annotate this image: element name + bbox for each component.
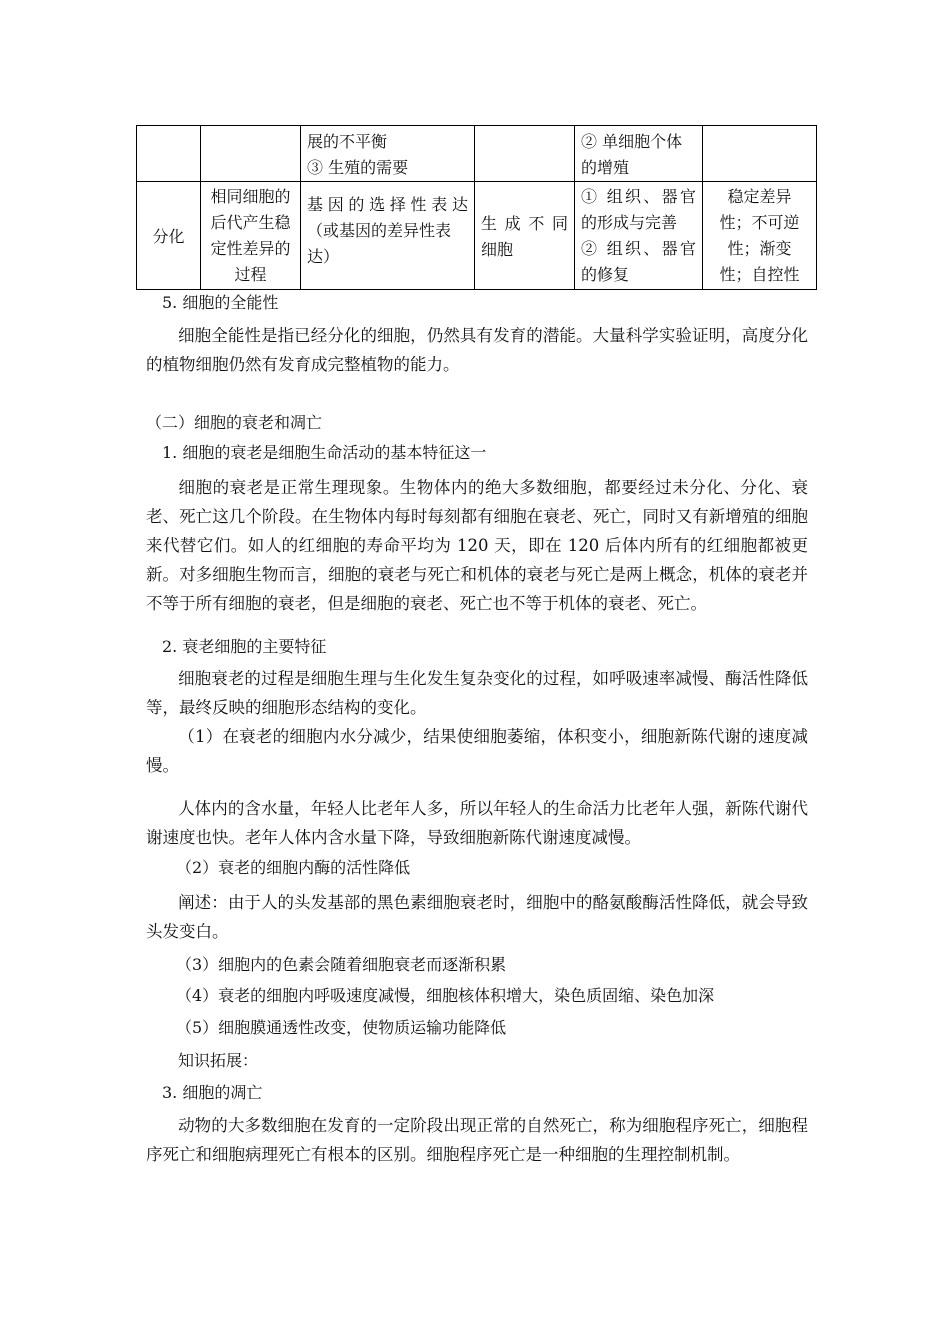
- table-cell: 分化: [137, 182, 201, 290]
- section-heading: 3. 细胞的凋亡: [162, 1083, 263, 1102]
- cell-line: 的形成与完善: [581, 213, 678, 232]
- comparison-table: [136, 125, 817, 290]
- cell-line: ③ 生殖的需要: [307, 158, 409, 177]
- cell-line: 达）: [307, 247, 340, 266]
- section-heading: 5. 细胞的全能性: [162, 293, 279, 312]
- table-cell: [475, 126, 575, 182]
- list-item: （5）细胞膜通透性改变，使物质运输功能降低: [176, 1018, 507, 1037]
- cell-line: 展的不平衡: [307, 132, 388, 151]
- table-cell: [475, 182, 575, 290]
- paragraph: 细胞全能性是指已经分化的细胞，仍然具有发育的潜能。大量科学实验证明，高度分化的植物细胞仍然有发育成完整植物的能力。: [146, 326, 808, 374]
- table-cell: [301, 126, 475, 182]
- list-item: （1）在衰老的细胞内水分减少，结果使细胞萎缩，体积变小，细胞新陈代谢的速度减慢。: [146, 727, 808, 775]
- cell-line: 相同细胞的: [210, 187, 291, 206]
- table-row: [137, 182, 817, 290]
- list-item: （4）衰老的细胞内呼吸速度减慢，细胞核体积增大，染色质固缩、染色加深: [176, 986, 715, 1005]
- cell-line: 性；自控性: [719, 265, 800, 284]
- cell-line: 稳定差异: [727, 187, 792, 206]
- table-cell: [201, 182, 301, 290]
- section-heading: 2. 衰老细胞的主要特征: [162, 637, 327, 656]
- table-cell: [137, 126, 201, 182]
- table-cell: [301, 182, 475, 290]
- cell-line: ② 组织、器官: [581, 239, 696, 258]
- cell-line: 细胞: [481, 239, 514, 259]
- table-cell: [201, 126, 301, 182]
- table-row: [137, 126, 817, 182]
- cell-line: 基因的选择性表达: [307, 195, 468, 214]
- cell-line: 性；不可逆: [719, 213, 800, 232]
- table-cell: [575, 126, 703, 182]
- paragraph: 阐述：由于人的头发基部的黑色素细胞衰老时，细胞中的酪氨酸酶活性降低，就会导致头发变白。: [146, 893, 808, 941]
- cell-line: ② 单细胞个体: [581, 132, 683, 151]
- section-heading: 1. 细胞的衰老是细胞生命活动的基本特征这一: [162, 443, 487, 462]
- cell-line: 的修复: [581, 265, 630, 284]
- paragraph: 人体内的含水量，年轻人比老年人多，所以年轻人的生命活力比老年人强，新陈代谢代谢速度也快。老年人体内含水量下降，导致细胞新陈代谢速度减慢。: [146, 799, 808, 847]
- cell-line: （或基因的差异性表: [307, 221, 452, 240]
- cell-line: 生成不同: [481, 213, 568, 233]
- cell-line: 后代产生稳: [210, 213, 291, 232]
- table-cell: [703, 182, 817, 290]
- table-cell: [703, 126, 817, 182]
- list-item: （3）细胞内的色素会随着细胞衰老而逐渐积累: [176, 955, 507, 974]
- cell-line: 定性差异的: [210, 239, 291, 258]
- cell-line: 性；渐变: [727, 239, 792, 258]
- paragraph: 细胞的衰老是正常生理现象。生物体内的绝大多数细胞，都要经过未分化、分化、衰老、死亡这几个阶段。在生物体内每时每刻都有细胞在衰老、死亡，同时又有新增殖的细胞来代替它们。如人的红细胞的寿命平均为 120 天，即在 120 后体内所有的红细胞都被更新。对多细胞生物而言，细胞的衰老与死亡和机体的衰老与死亡是两上概念，机体的衰老并不等于所有细胞的衰老，但是细胞的衰老、死亡也不等于机体的衰老、死亡。: [146, 478, 808, 613]
- cell-line: 过程: [234, 265, 267, 284]
- list-item: （2）衰老的细胞内酶的活性降低: [176, 858, 411, 877]
- part-heading: （二）细胞的衰老和凋亡: [146, 413, 323, 432]
- note-label: 知识拓展：: [178, 1051, 259, 1070]
- paragraph: 动物的大多数细胞在发育的一定阶段出现正常的自然死亡，称为细胞程序死亡，细胞程序死亡和细胞病理死亡有根本的区别。细胞程序死亡是一种细胞的生理控制机制。: [146, 1116, 808, 1164]
- cell-line: ① 组织、器官: [581, 187, 696, 206]
- paragraph: 细胞衰老的过程是细胞生理与生化发生复杂变化的过程，如呼吸速率减慢、酶活性降低等，最终反映的细胞形态结构的变化。: [146, 669, 808, 717]
- cell-line: 的增殖: [581, 158, 630, 177]
- table-cell: [575, 182, 703, 290]
